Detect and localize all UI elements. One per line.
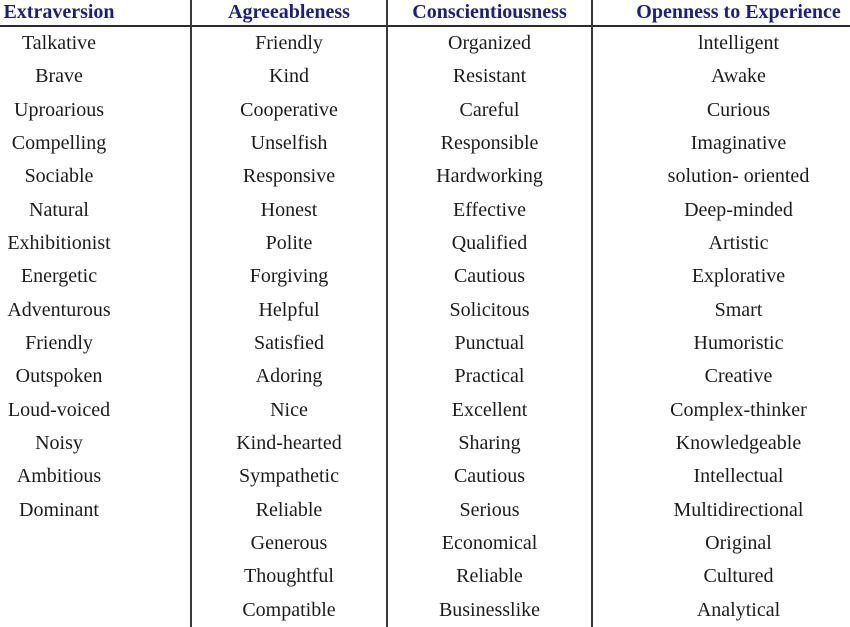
trait-cell: Forgiving <box>249 265 329 288</box>
trait-cell: Multidirectional <box>673 498 804 521</box>
trait-cell: Kind <box>269 65 309 88</box>
trait-cell: Generous <box>250 532 328 555</box>
trait-cell: Resistant <box>452 65 527 88</box>
trait-cell: Unselfish <box>250 132 328 155</box>
trait-cell: Reliable <box>255 498 323 521</box>
column-header-conscientiousness: Conscientiousness <box>388 0 591 27</box>
trait-cell: lntelligent <box>697 32 780 55</box>
trait-cell: Original <box>705 532 772 555</box>
trait-cell: Excellent <box>451 398 528 421</box>
trait-cell: Cultured <box>703 565 774 588</box>
trait-cell: Reliable <box>456 565 523 588</box>
trait-cell: Organized <box>448 32 531 55</box>
trait-cell: Brave <box>35 65 83 88</box>
trait-cell: Kind-hearted <box>236 432 342 455</box>
trait-cell: Complex-thinker <box>670 398 807 421</box>
column-extraversion <box>0 0 192 627</box>
trait-cell: Friendly <box>25 332 93 355</box>
trait-cell: Nice <box>270 398 308 421</box>
column-agreeableness <box>192 0 388 627</box>
trait-cell: Responsible <box>440 132 539 155</box>
trait-cell: Exhibitionist <box>7 232 111 255</box>
trait-cell: Serious <box>459 498 520 521</box>
trait-cell: Noisy <box>35 432 83 455</box>
trait-cell: Cautious <box>453 265 526 288</box>
trait-cell: Adoring <box>255 365 323 388</box>
trait-cell: Loud-voiced <box>7 398 111 421</box>
trait-cell: Sociable <box>24 165 94 188</box>
trait-cell: Careful <box>459 98 520 121</box>
trait-cell: Thoughtful <box>244 565 334 588</box>
trait-cell: Intellectual <box>693 465 784 488</box>
column-cells-agreeableness <box>192 27 386 627</box>
trait-cell <box>0 560 190 593</box>
trait-cell: Responsive <box>242 165 336 188</box>
column-conscientiousness <box>388 0 593 627</box>
trait-cell: Practical <box>454 365 525 388</box>
trait-cell: Knowledgeable <box>675 432 802 455</box>
trait-cell: Compatible <box>242 598 336 621</box>
trait-cell: Friendly <box>255 32 323 55</box>
trait-cell: Talkative <box>21 32 97 55</box>
trait-cell: Qualified <box>451 232 528 255</box>
trait-cell: Energetic <box>20 265 98 288</box>
trait-cell: Explorative <box>691 265 786 288</box>
trait-cell: Helpful <box>258 298 320 321</box>
trait-cell: Uproarious <box>14 98 104 121</box>
trait-cell: Natural <box>29 198 89 221</box>
trait-cell: Curious <box>706 98 771 121</box>
trait-cell <box>0 594 190 627</box>
trait-cell: Ambitious <box>16 465 102 488</box>
trait-cell: Outspoken <box>15 365 103 388</box>
trait-cell: Effective <box>453 198 526 221</box>
trait-cell: Humoristic <box>693 332 784 355</box>
column-cells-conscientiousness <box>388 27 591 627</box>
trait-cell: Honest <box>260 198 318 221</box>
trait-cell: Businesslike <box>438 598 541 621</box>
trait-cell: Compelling <box>11 132 107 155</box>
column-cells-openness-to-experience <box>593 27 850 627</box>
trait-cell: Artistic <box>708 232 769 255</box>
trait-cell: Economical <box>441 532 538 555</box>
trait-cell: Solicitous <box>449 298 530 321</box>
trait-cell: Imaginative <box>690 132 787 155</box>
trait-cell: Cooperative <box>240 98 338 121</box>
column-header-extraversion: Extraversion <box>0 0 190 27</box>
trait-cell: Deep-minded <box>684 198 793 221</box>
trait-cell: Sharing <box>458 432 521 455</box>
trait-cell: Dominant <box>19 498 99 521</box>
column-cells-extraversion <box>0 27 190 627</box>
trait-cell: solution- oriented <box>667 165 810 188</box>
trait-cell: Hardworking <box>436 165 543 188</box>
trait-cell: Sympathetic <box>239 465 339 488</box>
column-openness-to-experience <box>593 0 850 627</box>
trait-cell: Punctual <box>454 332 525 355</box>
trait-cell: Polite <box>265 232 313 255</box>
trait-cell: Awake <box>711 65 766 88</box>
trait-cell: Cautious <box>453 465 526 488</box>
trait-cell: Adventurous <box>7 298 111 321</box>
trait-cell: Smart <box>714 298 763 321</box>
column-header-agreeableness: Agreeableness <box>192 0 386 27</box>
trait-cell <box>0 527 190 560</box>
trait-cell: Creative <box>704 365 773 388</box>
trait-cell: Analytical <box>696 598 781 621</box>
column-header-openness-to-experience: Openness to Experience <box>593 0 850 27</box>
trait-cell: Satisfied <box>254 332 324 355</box>
